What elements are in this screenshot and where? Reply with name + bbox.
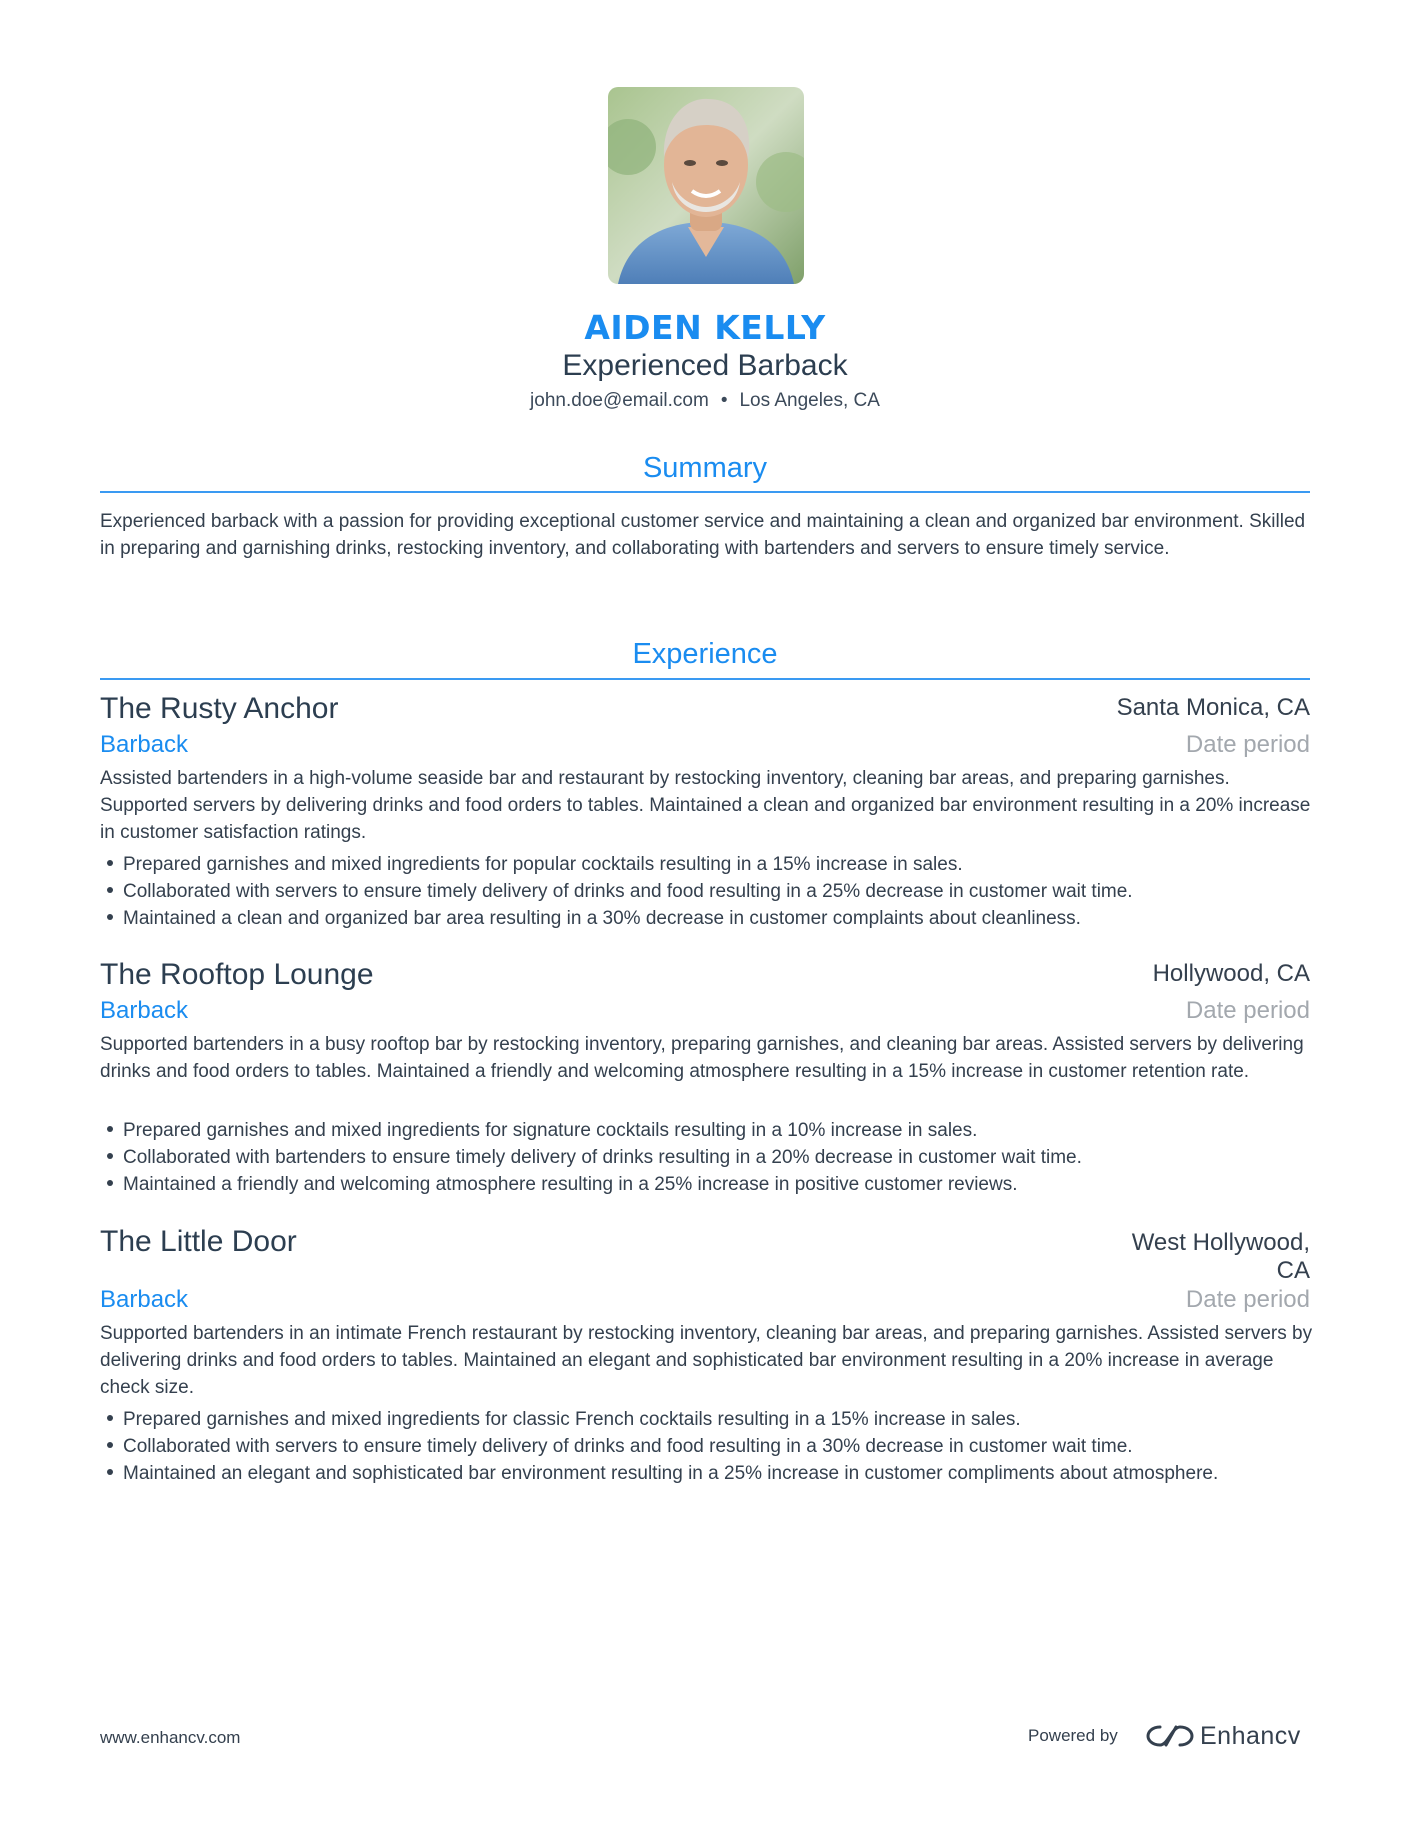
- brand-name: Enhancv: [1200, 1721, 1301, 1750]
- list-item: Prepared garnishes and mixed ingredients for signature cocktails resulting in a 10% increase in sales.: [100, 1117, 1315, 1144]
- job-bullets: [100, 1406, 1315, 1487]
- experience-heading: Experience: [632, 638, 778, 670]
- summary-text: Experienced barback with a passion for providing exceptional customer service and maintaining a clean and organized bar environment. Skilled in preparing and garnishing drinks, restocking inventory, and collaborating with bartenders and servers to ensure timely service.: [100, 511, 1306, 559]
- contact-separator: •: [720, 390, 728, 411]
- email-text[interactable]: john.doe@email.com: [530, 390, 709, 411]
- job-description: Supported bartenders in an intimate French restaurant by restocking inventory, cleaning bar areas, and preparing garnishes. Assisted servers by delivering drinks and food orders to tables. Maintained an elegant and sophisticated bar environment resulting in a 20% increase in average check size.: [100, 1323, 1313, 1398]
- list-item: Maintained a clean and organized bar area resulting in a 30% decrease in customer complaints about cleanliness.: [100, 905, 1315, 932]
- job-location: Santa Monica, CA: [1116, 694, 1310, 721]
- portrait-image: [608, 87, 804, 284]
- summary-divider: [100, 491, 1310, 493]
- list-item: Collaborated with servers to ensure timely delivery of drinks and food resulting in a 30% decrease in customer wait time.: [100, 1433, 1315, 1460]
- job-role: Barback: [100, 1286, 189, 1313]
- job-date: Date period: [1185, 997, 1310, 1024]
- candidate-name: AIDEN KELLY: [584, 308, 826, 347]
- list-item: Collaborated with bartenders to ensure timely delivery of drinks resulting in a 20% decrease in customer wait time.: [100, 1144, 1315, 1171]
- list-item: Prepared garnishes and mixed ingredients for popular cocktails resulting in a 15% increase in sales.: [100, 851, 1315, 878]
- job-description: Assisted bartenders in a high-volume seaside bar and restaurant by restocking inventory, cleaning bar areas, and preparing garnishes. Supported servers by delivering drinks and food orders to tables. Maintained a clean and organized bar environment resulting in a 20% increase in customer satisfaction ratings.: [100, 768, 1311, 843]
- job-date: Date period: [1185, 731, 1310, 758]
- resume-header: [0, 300, 1410, 416]
- job-location-line: West Hollywood,: [1131, 1229, 1310, 1256]
- experience-divider: [100, 678, 1310, 680]
- job-location: [1132, 1229, 1310, 1285]
- location-text: Los Angeles, CA: [739, 390, 880, 411]
- job-description: Supported bartenders in a busy rooftop bar by restocking inventory, preparing garnishes, and cleaning bar areas. Assisted servers by delivering drinks and food orders to tables. Maintained a friendly and welcoming atmosphere resulting in a 15% increase in customer retention rate.: [100, 1034, 1304, 1082]
- enhancv-logo[interactable]: [1146, 1716, 1301, 1756]
- job-company: The Little Door: [100, 1225, 297, 1258]
- job-company: The Rooftop Lounge: [100, 958, 374, 991]
- profile-photo: [608, 87, 804, 284]
- enhancv-logo-icon: [1146, 1723, 1194, 1749]
- job-role: Barback: [100, 997, 189, 1024]
- powered-by-label: Powered by: [1028, 1726, 1118, 1745]
- job-date: Date period: [1185, 1286, 1310, 1313]
- candidate-title: Experienced Barback: [562, 349, 848, 382]
- list-item: Maintained a friendly and welcoming atmosphere resulting in a 25% increase in positive customer reviews.: [100, 1171, 1315, 1198]
- job-bullets: [100, 1117, 1315, 1198]
- job-bullets: [100, 851, 1315, 932]
- job-company: The Rusty Anchor: [100, 692, 339, 725]
- contact-line: [0, 386, 1410, 416]
- list-item: Maintained an elegant and sophisticated bar environment resulting in a 25% increase in customer compliments about atmosphere.: [100, 1460, 1315, 1487]
- job-location: Hollywood, CA: [1152, 960, 1310, 987]
- job-role: Barback: [100, 731, 189, 758]
- job-location-line: CA: [1276, 1257, 1310, 1284]
- summary-heading: Summary: [642, 452, 768, 484]
- list-item: Collaborated with servers to ensure timely delivery of drinks and food resulting in a 25% decrease in customer wait time.: [100, 878, 1315, 905]
- footer-url[interactable]: www.enhancv.com: [100, 1728, 241, 1747]
- list-item: Prepared garnishes and mixed ingredients for classic French cocktails resulting in a 15% increase in sales.: [100, 1406, 1315, 1433]
